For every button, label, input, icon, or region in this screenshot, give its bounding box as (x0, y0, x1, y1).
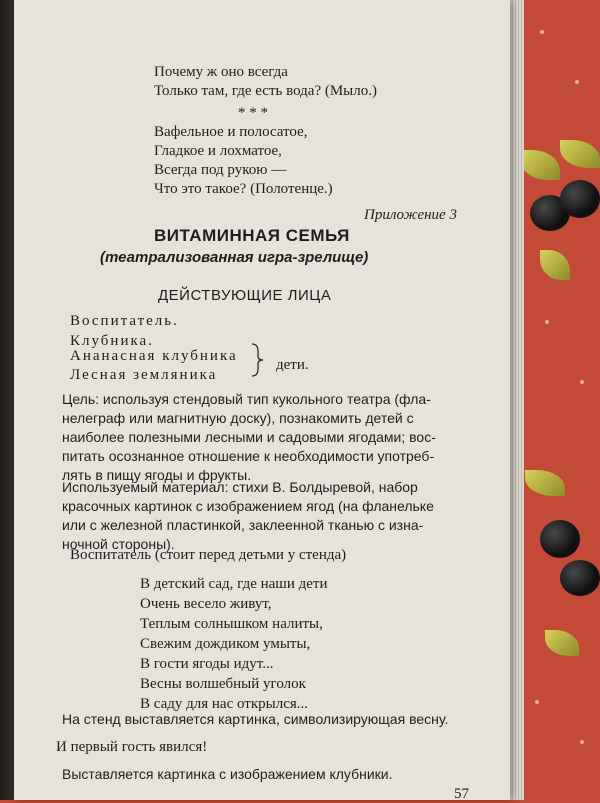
poem-line: В гости ягоды идут... (140, 656, 274, 672)
dot-decoration (580, 740, 584, 744)
riddle1-line: Почему ж оно всегда (154, 64, 288, 80)
leaf-decoration (545, 630, 579, 656)
goal-line: Цель: используя стендовый тип кукольного театра (фла- (62, 391, 431, 407)
page-stack-edge (510, 0, 524, 800)
riddle2-line: Всегда под рукою — (154, 162, 287, 178)
materials-line: красочных картинок с изображением ягод (на фланельке (62, 498, 434, 514)
goal-line: нелеграф или магнитную доску), познакомить детей с (62, 410, 414, 426)
stage-direction: Выставляется картинка с изображением клубники. (62, 766, 393, 782)
cast-item: Воспитатель. (70, 313, 179, 329)
dot-decoration (540, 30, 544, 34)
book-page (14, 0, 510, 800)
olive-decoration (560, 180, 600, 218)
goal-line: наиболее полезными лесными и садовыми ягодами; вос- (62, 429, 436, 445)
dot-decoration (580, 380, 584, 384)
leaf-decoration (525, 470, 565, 496)
olive-decoration (540, 520, 580, 558)
separator: * * * (238, 105, 268, 121)
dot-decoration (575, 80, 579, 84)
cast-item: Клубника. (70, 333, 154, 349)
riddle2-line: Вафельное и полосатое, (154, 124, 308, 140)
cast-item: Лесная земляника (70, 367, 218, 383)
poem-line: Очень весело живут, (140, 596, 272, 612)
section-title: ВИТАМИННАЯ СЕМЬЯ (154, 226, 350, 245)
cast-heading: ДЕЙСТВУЮЩИЕ ЛИЦА (158, 287, 332, 304)
riddle2-line: Что это такое? (Полотенце.) (154, 181, 333, 197)
section-subtitle: (театрализованная игра-зрелище) (100, 249, 369, 266)
speaker-line: Воспитатель (стоит перед детьми у стенда) (70, 547, 347, 563)
brace-icon (250, 343, 264, 377)
poem-line: Теплым солнышком налиты, (140, 616, 323, 632)
dot-decoration (545, 320, 549, 324)
appendix-label: Приложение 3 (364, 207, 457, 223)
dot-decoration (535, 700, 539, 704)
page-number: 57 (454, 786, 469, 802)
poem-line: Свежим дождиком умыты, (140, 636, 311, 652)
poem-line: Весны волшебный уголок (140, 676, 306, 692)
dialogue-line: И первый гость явился! (56, 739, 208, 755)
poem-line: В саду для нас открылся... (140, 696, 309, 712)
goal-line: питать осознанное отношение к необходимости употреб- (62, 448, 435, 464)
riddle1-line: Только там, где есть вода? (Мыло.) (154, 83, 377, 99)
materials-line: Используемый материал: стихи В. Болдыревой, набор (62, 479, 418, 495)
materials-line: или с железной пластинкой, заклеенной тканью с изна- (62, 517, 424, 533)
leaf-decoration (560, 140, 600, 168)
materials-line: ночной стороны). (62, 536, 175, 552)
cast-item: Ананасная клубника (70, 348, 238, 364)
leaf-decoration (520, 150, 560, 180)
leaf-decoration (540, 250, 570, 280)
goal-line: лять в пищу ягоды и фрукты. (62, 467, 252, 483)
cast-group-label: дети. (276, 357, 309, 373)
riddle2-line: Гладкое и лохматое, (154, 143, 282, 159)
poem-line: В детский сад, где наши дети (140, 576, 328, 592)
stage-direction: На стенд выставляется картинка, символизирующая весну. (62, 711, 449, 727)
olive-decoration (560, 560, 600, 596)
